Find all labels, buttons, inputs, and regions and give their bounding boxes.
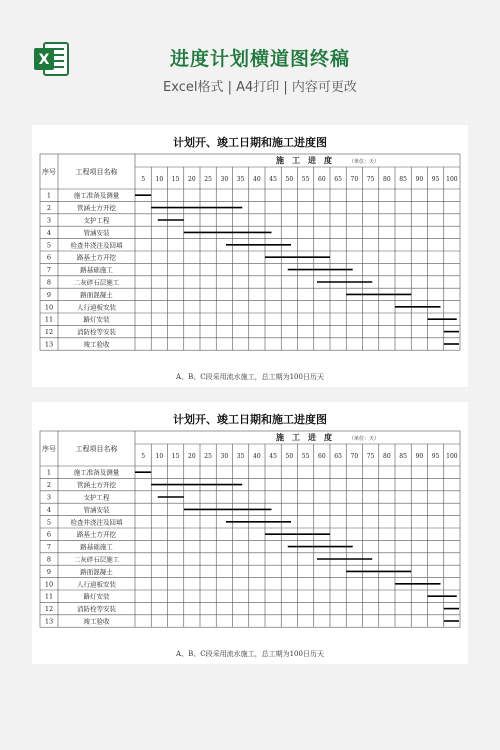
tick-label: 90 xyxy=(415,453,424,460)
tick-label: 90 xyxy=(415,176,424,183)
header xyxy=(0,0,500,118)
tick-label: 50 xyxy=(285,453,294,460)
row-number: 4 xyxy=(46,505,52,514)
row-task-name: 路面混凝土 xyxy=(80,290,113,299)
row-number: 10 xyxy=(44,580,54,589)
tick-label: 85 xyxy=(399,453,407,460)
tick-label: 70 xyxy=(350,176,359,183)
tick-label: 5 xyxy=(141,176,146,183)
tick-label: 35 xyxy=(236,453,245,460)
tick-label: 95 xyxy=(431,453,440,460)
row-number: 10 xyxy=(44,303,54,312)
row-task-name: 管涵土方开挖 xyxy=(77,204,116,213)
tick-label: 40 xyxy=(253,176,261,183)
row-number: 5 xyxy=(46,241,52,250)
row-number: 3 xyxy=(46,216,52,225)
tick-label: 30 xyxy=(220,176,229,183)
excel-icon xyxy=(32,40,70,78)
gantt-table xyxy=(32,125,468,387)
row-number: 1 xyxy=(46,468,52,477)
tick-label: 45 xyxy=(269,176,277,183)
tick-label: 75 xyxy=(366,176,375,183)
row-number: 1 xyxy=(46,191,52,200)
row-number: 7 xyxy=(46,266,52,275)
col-header-name: 工程项目名称 xyxy=(75,445,118,453)
row-task-name: 路面混凝土 xyxy=(80,567,113,576)
tick-label: 60 xyxy=(318,453,326,460)
unit-label: （单位：天） xyxy=(348,436,380,442)
tick-label: 80 xyxy=(383,453,391,460)
progress-header: 施 工 进 度 xyxy=(276,432,332,442)
row-task-name: 施工准备及测量 xyxy=(73,191,120,200)
row-task-name: 管涵安装 xyxy=(83,228,110,237)
row-task-name: 路基土方开挖 xyxy=(77,253,116,262)
row-task-name: 竣工验收 xyxy=(83,340,110,349)
tick-label: 25 xyxy=(204,176,212,183)
tick-label: 15 xyxy=(171,453,180,460)
tick-label: 55 xyxy=(301,176,310,183)
row-number: 8 xyxy=(46,555,52,564)
row-number: 12 xyxy=(44,605,54,614)
row-task-name: 管涵土方开挖 xyxy=(77,481,116,490)
row-number: 11 xyxy=(44,592,54,601)
tick-label: 85 xyxy=(399,176,407,183)
tick-label: 95 xyxy=(431,176,440,183)
row-number: 9 xyxy=(46,290,52,299)
row-task-name: 人行道板安装 xyxy=(77,303,116,312)
row-task-name: 二灰碎石层施工 xyxy=(73,278,120,287)
sheet-title: 计划开、竣工日期和施工进度图 xyxy=(173,413,327,426)
tick-label: 100 xyxy=(446,176,458,183)
tick-label: 20 xyxy=(188,176,196,183)
schedule-sheet xyxy=(32,125,468,387)
row-task-name: 路基土方开挖 xyxy=(77,530,116,539)
sheet-note: A、B、C段采用流水施工，总工期为100日历天 xyxy=(176,650,324,658)
row-task-name: 支护工程 xyxy=(83,216,110,225)
row-number: 7 xyxy=(46,543,52,552)
row-task-name: 路灯安装 xyxy=(83,592,110,601)
row-number: 13 xyxy=(44,617,54,626)
row-task-name: 检查井浇注及回填 xyxy=(70,518,123,527)
row-number: 11 xyxy=(44,315,54,324)
row-number: 6 xyxy=(46,530,52,539)
col-header-name: 工程项目名称 xyxy=(75,168,118,176)
tick-label: 15 xyxy=(171,176,180,183)
schedule-sheet xyxy=(32,402,468,664)
row-task-name: 竣工验收 xyxy=(83,617,110,626)
tick-label: 65 xyxy=(334,176,342,183)
tick-label: 10 xyxy=(155,176,164,183)
sheet-note: A、B、C段采用流水施工，总工期为100日历天 xyxy=(176,373,324,381)
row-task-name: 消防栓等安装 xyxy=(77,328,116,337)
tick-label: 70 xyxy=(350,453,359,460)
row-task-name: 施工准备及测量 xyxy=(73,468,120,477)
tick-label: 10 xyxy=(155,453,164,460)
gantt-table xyxy=(32,402,468,664)
unit-label: （单位：天） xyxy=(348,159,380,165)
row-task-name: 路基础施工 xyxy=(80,266,113,275)
row-number: 3 xyxy=(46,493,52,502)
tick-label: 35 xyxy=(236,176,245,183)
tick-label: 80 xyxy=(383,176,391,183)
row-number: 12 xyxy=(44,328,54,337)
sheet-title: 计划开、竣工日期和施工进度图 xyxy=(173,136,327,149)
row-task-name: 管涵安装 xyxy=(83,505,110,514)
row-task-name: 路基础施工 xyxy=(80,543,113,552)
row-number: 9 xyxy=(46,567,52,576)
tick-label: 40 xyxy=(253,453,261,460)
row-task-name: 二灰碎石层施工 xyxy=(73,555,120,564)
row-task-name: 人行道板安装 xyxy=(77,580,116,589)
page-subtitle: Excel格式 | A4打印 | 内容可更改 xyxy=(163,80,357,95)
tick-label: 20 xyxy=(188,453,196,460)
row-number: 4 xyxy=(46,228,52,237)
row-task-name: 支护工程 xyxy=(83,493,110,502)
tick-label: 5 xyxy=(141,453,146,460)
progress-header: 施 工 进 度 xyxy=(276,155,332,165)
tick-label: 45 xyxy=(269,453,277,460)
row-number: 13 xyxy=(44,340,54,349)
tick-label: 65 xyxy=(334,453,342,460)
col-header-no: 序号 xyxy=(42,445,56,453)
page-title: 进度计划横道图终稿 xyxy=(169,48,350,70)
tick-label: 50 xyxy=(285,176,294,183)
svg-text:X: X xyxy=(38,52,50,68)
tick-label: 60 xyxy=(318,176,326,183)
row-number: 2 xyxy=(46,481,52,490)
row-number: 2 xyxy=(46,204,52,213)
row-task-name: 路灯安装 xyxy=(83,315,110,324)
row-number: 5 xyxy=(46,518,52,527)
row-task-name: 消防栓等安装 xyxy=(77,605,116,614)
tick-label: 100 xyxy=(446,453,458,460)
tick-label: 25 xyxy=(204,453,212,460)
row-number: 6 xyxy=(46,253,52,262)
tick-label: 30 xyxy=(220,453,229,460)
tick-label: 55 xyxy=(301,453,310,460)
row-task-name: 检查井浇注及回填 xyxy=(70,241,123,250)
row-number: 8 xyxy=(46,278,52,287)
col-header-no: 序号 xyxy=(42,168,56,176)
tick-label: 75 xyxy=(366,453,375,460)
